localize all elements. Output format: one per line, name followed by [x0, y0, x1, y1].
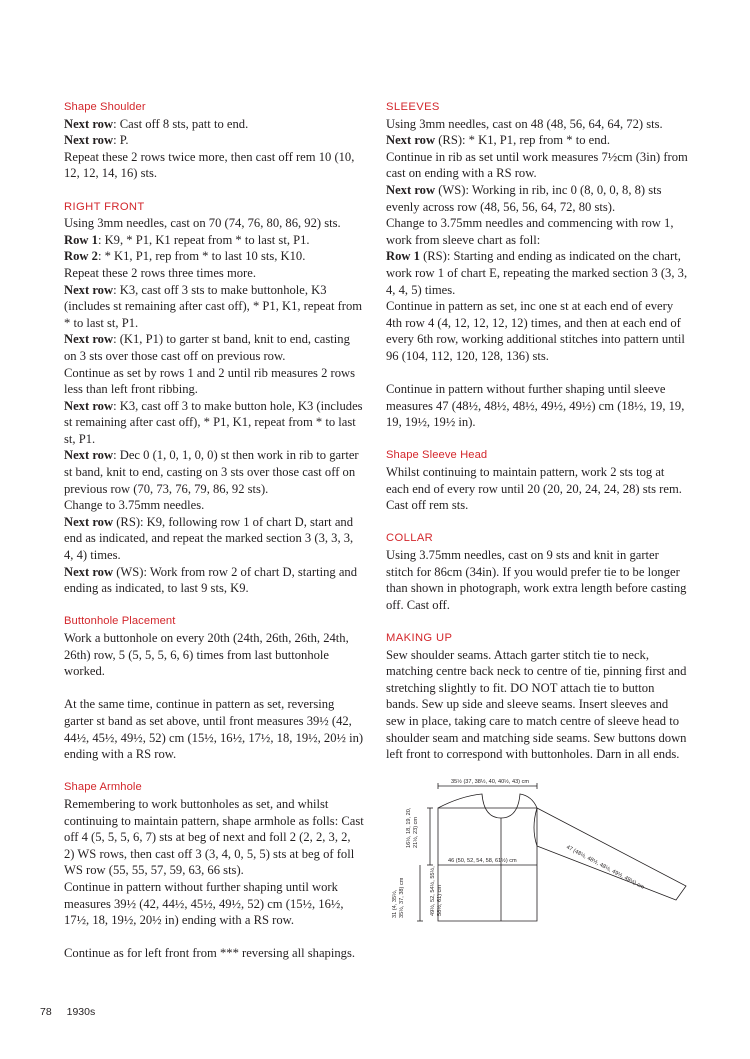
row-label: Row 1	[64, 232, 98, 247]
instruction-line	[64, 132, 364, 149]
sleeve-measure-label: 47 (48½, 48½, 48½, 49½, 49½) cm	[565, 844, 646, 891]
row-text: Continue in pattern as set, inc one st at each end of every 4th row 4 (4, 12, 12, 12, 12) times, and then at each end of every 6th row, working additional stitches into pattern until 96 (104, 112, 120, 128, 136) sts.	[386, 299, 685, 363]
instruction-line	[64, 116, 364, 133]
row-label: Row 2	[64, 249, 98, 264]
instruction-line	[64, 232, 364, 249]
row-label: Next row	[64, 332, 114, 347]
body-outline	[438, 808, 537, 921]
row-label: Next row	[64, 448, 114, 463]
sleeves-heading: SLEEVES	[386, 101, 440, 113]
instruction-line	[386, 182, 688, 215]
row-text: Continue in rib as set until work measures 7½cm (3in) from cast on ending with a RS row.	[386, 149, 688, 181]
row-text: Change to 3.75mm needles.	[64, 498, 205, 513]
buttonhole-heading: Buttonhole Placement	[64, 615, 176, 628]
row-text: Change to 3.75mm needles and commencing with row 1, work from sleeve chart as foll:	[386, 216, 674, 247]
page-number: 78	[40, 1006, 52, 1018]
row-label: Next row	[64, 116, 114, 131]
instruction-line	[386, 149, 688, 182]
page-footer	[40, 1006, 107, 1018]
instruction-line	[64, 282, 364, 332]
row-text: (RS): Starting and ending as indicated on the chart, work row 1 of chart E, repeating the marked section 3 (3, 3, 4, 4, 5) times.	[386, 249, 688, 297]
sleeve-head-text: Whilst continuing to maintain pattern, work 2 sts tog at each end of every row until 20 (20, 20, 24, 24, 28) sts rem. Cast off rem sts.	[386, 465, 682, 513]
width-measure-label: 46 (50, 52, 54, 58, 61½) cm	[448, 858, 517, 864]
row-label: Next row	[64, 133, 114, 148]
row-text: : K3, cast off 3 sts to make buttonhole, K3 (includes st remaining after cast off), * P1, K1, repeat from * to last st, P1.	[64, 282, 363, 330]
row-text: (WS): Working in rib, inc 0 (8, 0, 0, 8, 8) sts evenly across row (48, 56, 56, 64, 72, 80 sts).	[386, 182, 662, 214]
row-text: Repeat these 2 rows three times more.	[64, 265, 256, 280]
row-text: Continue as set by rows 1 and 2 until rib measures 2 rows less than left front ribbing.	[64, 365, 356, 397]
instruction-line	[64, 365, 364, 398]
row-label: Next row	[386, 182, 436, 197]
making-up-text: Sew shoulder seams. Attach garter stitch tie to neck, matching centre back neck to centre of tie, pinning first and stretching slightly to fit. DO NOT attach tie to button bands. Sew up side and sleeve seams. Insert sleeves and sew in place, taking care to match centre of sleeve head to shoulder seam and matching side seams. Sew buttons down left front to correspond with buttonholes. Darn in all ends.	[386, 647, 687, 762]
armhole-curve	[534, 808, 537, 846]
right-column	[386, 99, 688, 763]
row-text: (WS): Work from row 2 of chart D, starting and ending as indicated, to last 9 sts, K9.	[64, 564, 358, 596]
body-measure-label-1: 49½, 52, 54½, 55½,	[430, 866, 436, 916]
instruction-line	[64, 331, 364, 364]
top-measure-label: 35½ (37, 38½, 40, 40½, 43) cm	[451, 779, 530, 785]
section-title: 1930s	[66, 1006, 96, 1018]
instruction-line	[386, 116, 688, 133]
instruction-line	[64, 215, 364, 232]
instruction-line	[64, 447, 364, 497]
row-text: : K3, cast off 3 to make button hole, K3 (includes st remaining after cast off), * P1, K1, repeat from * to last st, P1.	[64, 398, 363, 446]
instruction-line	[64, 514, 364, 564]
buttonhole-text: Work a buttonhole on every 20th (24th, 26th, 26th, 24th, 26th) row, 5 (5, 5, 5, 6, 6) times from last buttonhole worked.	[64, 631, 349, 679]
row-label: Next row	[386, 133, 436, 148]
length-measure-label-1: 31 (4, 35½,	[392, 889, 398, 918]
row-label: Next row	[64, 282, 114, 297]
neckline	[438, 794, 537, 818]
sleeve-head-heading: Shape Sleeve Head	[386, 449, 488, 462]
making-up-heading: MAKING UP	[386, 632, 453, 644]
sleeve-outline	[537, 808, 686, 900]
instruction-line	[64, 149, 364, 182]
buttonhole-text-2: At the same time, continue in pattern as set, reversing garter st band as set above, until front measures 39½ (42, 44½, 45½, 49½, 52) cm (15½, 16½, 17½, 18, 19½, 20½ in) ending with a RS row.	[64, 697, 364, 762]
instruction-line	[386, 132, 688, 149]
instruction-line	[64, 248, 364, 265]
row-text: : P.	[113, 133, 129, 148]
shape-armhole-heading: Shape Armhole	[64, 781, 142, 794]
row-label: Row 1	[386, 249, 420, 264]
length-measure-label-2: 35½, 37, 38) cm	[399, 877, 405, 918]
shape-shoulder-lines	[64, 116, 364, 182]
body-measure-label-2: 58½, 61) cm	[437, 884, 443, 916]
row-label: Next row	[64, 564, 114, 579]
collar-heading: COLLAR	[386, 532, 434, 545]
instruction-line	[386, 248, 688, 298]
instruction-line	[64, 265, 364, 282]
left-column	[64, 99, 364, 962]
right-front-lines	[64, 215, 364, 597]
instruction-line	[64, 398, 364, 448]
right-front-heading: RIGHT FRONT	[64, 200, 145, 213]
collar-text: Using 3.75mm needles, cast on 9 sts and knit in garter stitch for 86cm (34in). If you would prefer tie to be longer than shown in photograph, work extra length before casting off. Cast off.	[386, 548, 687, 612]
row-text: : (K1, P1) to garter st band, knit to end, casting on 3 sts over those cast off on previous row.	[64, 332, 350, 363]
armhole-measure-label-2: 21½, 23) cm	[413, 816, 419, 848]
row-label: Next row	[64, 398, 114, 413]
armhole-text-2: Continue in pattern without further shaping until work measures 39½ (42, 44½, 45½, 49½, 52) cm (15½, 16½, 17½, 18, 19½, 20½ in) ending with a RS row.	[64, 879, 344, 928]
sleeves-lines	[386, 116, 688, 365]
instruction-line	[386, 298, 688, 364]
row-text: Using 3mm needles, cast on 48 (48, 56, 64, 64, 72) sts.	[386, 116, 663, 131]
row-text: : Cast off 8 sts, patt to end.	[113, 116, 249, 131]
row-text: (RS): K9, following row 1 of chart D, start and end as indicated, and repeat the marked section 3 (3, 3, 3, 4, 4) times.	[64, 514, 354, 563]
row-label: Next row	[64, 514, 114, 529]
row-text: : K9, * P1, K1 repeat from * to last st, P1.	[97, 232, 310, 247]
armhole-text-3: Continue as for left front from *** reversing all shapings.	[64, 946, 355, 961]
armhole-measure-label-1: 16½, 18, 19, 20,	[406, 807, 412, 848]
instruction-line	[64, 497, 364, 514]
instruction-line	[64, 564, 364, 597]
row-text: : Dec 0 (1, 0, 1, 0, 0) st then work in rib to garter st band, knit to end, casting on 3 sts over those cast off on previous row (70, 73, 76, 79, 86, 92 sts).	[64, 448, 359, 496]
shape-shoulder-heading: Shape Shoulder	[64, 101, 146, 113]
garment-schematic	[386, 776, 696, 941]
row-text: Repeat these 2 rows twice more, then cast off rem 10 (10, 12, 12, 14, 16) sts.	[64, 149, 355, 181]
sleeves-text: Continue in pattern without further shaping until sleeve measures 47 (48½, 48½, 48½, 49½, 49½) cm (18½, 19, 19, 19, 19½, 19½ in).	[386, 382, 685, 430]
row-text: Using 3mm needles, cast on 70 (74, 76, 80, 86, 92) sts.	[64, 216, 341, 231]
row-text: (RS): * K1, P1, rep from * to end.	[435, 133, 610, 148]
armhole-text: Remembering to work buttonholes as set, and whilst continuing to maintain pattern, shape armhole as folls: Cast off 4 (5, 5, 5, 6, 7) sts at beg of next and foll 2 (2, 2, 3, 2, 2) WS rows, then cast off 3 (3, 4, 0, 5, 5) sts at beg of foll WS row (55, 55, 57, 59, 63, 66 sts).	[64, 796, 364, 878]
row-text: : * K1, P1, rep from * to last 10 sts, K10.	[97, 249, 306, 264]
instruction-line	[386, 215, 688, 248]
